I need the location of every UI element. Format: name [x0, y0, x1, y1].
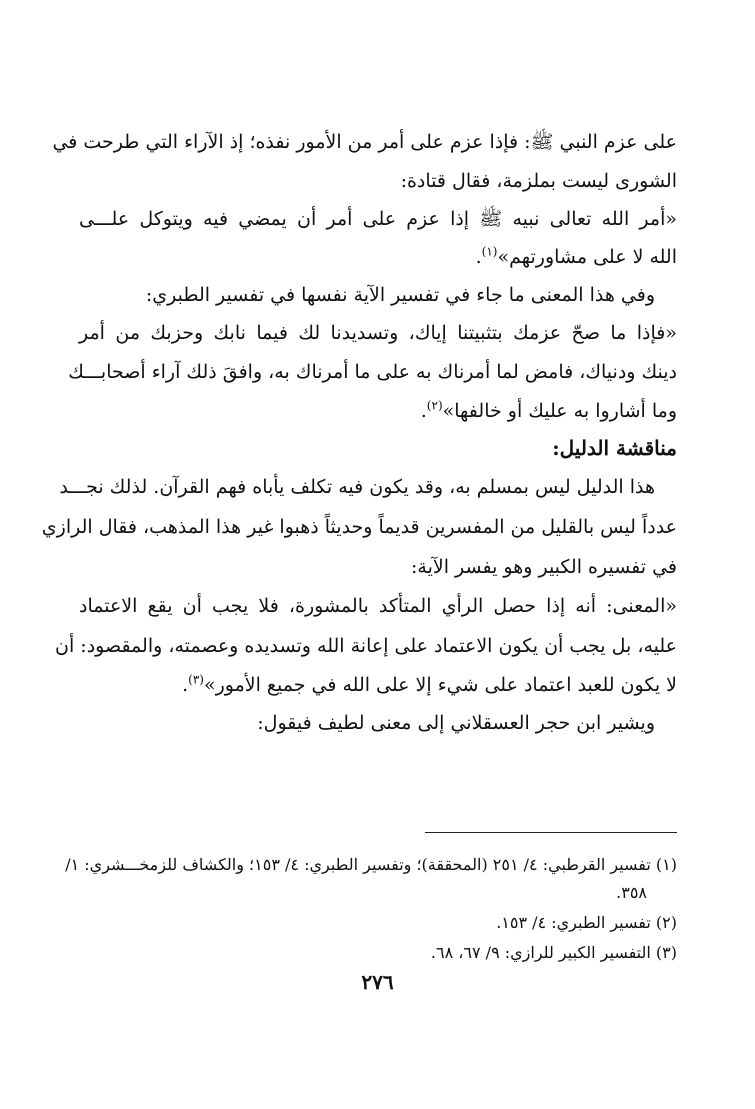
sentence-end-dot-3: . — [182, 674, 189, 696]
body-line-7-text: دينك ودنياك، فامض لما أمرناك به على ما أمرناك به، وافقَ ذلك آراء أصحابـــك — [68, 361, 677, 383]
footnote-1-continuation-text: ٣٥٨. — [616, 883, 647, 902]
body-line-12-text: «المعنى: أنه إذا حصل الرأي المتأكد بالمشورة، فلا يجب أن يقع الاعتماد — [79, 595, 677, 617]
footnote-separator — [425, 832, 677, 833]
body-line-2 — [79, 166, 677, 196]
body-line-6 — [79, 318, 677, 348]
sentence-end-dot-2: . — [420, 400, 427, 422]
body-line-14-text: لا يكون للعبد اعتماد على شيء إلا على الله في جميع الأمور» — [203, 674, 677, 696]
body-line-13-text: عليه، بل يجب أن يكون الاعتماد على إعانة الله وتسديده وعصمته، والمقصود: أن — [55, 635, 677, 657]
body-line-13 — [55, 631, 677, 661]
body-line-15 — [79, 708, 677, 738]
section-heading-text: مناقشة الدليل: — [552, 436, 677, 460]
body-line-9-text: هذا الدليل ليس بمسلم به، وقد يكون فيه تكلف يأباه فهم القرآن. لذلك نجـــد — [59, 476, 655, 498]
body-line-10-text: عدداً ليس بالقليل من المفسرين قديماً وحديثاً ذهبوا غير هذا المذهب، فقال الرازي — [41, 516, 677, 538]
body-line-5 — [79, 280, 677, 310]
body-line-9 — [59, 472, 677, 502]
body-line-5-text: وفي هذا المعنى ما جاء في تفسير الآية نفسها في تفسير الطبري: — [145, 284, 655, 306]
body-line-4-text: الله لا على مشاورتهم» — [497, 246, 677, 268]
footnote-2-text: (٢) تفسير الطبري: ٤/ ١٥٣. — [496, 913, 677, 932]
body-line-4 — [79, 242, 677, 272]
body-line-10 — [41, 512, 677, 542]
footnote-ref-3: (٣) — [188, 672, 204, 687]
body-line-7 — [68, 357, 677, 387]
footnote-1-text: (١) تفسير القرطبي: ٤/ ٢٥١ (المحققة)؛ وتفسير الطبري: ٤/ ١٥٣؛ والكشاف للزمخـــشري: ١/ — [65, 855, 677, 874]
footnote-2 — [79, 910, 677, 936]
sentence-end-dot-1: . — [475, 246, 482, 268]
body-line-14 — [79, 670, 677, 700]
body-line-11 — [79, 552, 677, 582]
body-line-3 — [79, 204, 677, 234]
body-line-1-text: على عزم النبي ﷺ: فإذا عزم على أمر من الأمور نفذه؛ إذ الآراء التي طرحت في — [52, 131, 677, 153]
body-line-12 — [79, 591, 677, 621]
body-line-11-text: في تفسيره الكبير وهو يفسر الآية: — [411, 556, 677, 578]
body-line-8-text: وما أشاروا به عليك أو خالفها» — [442, 400, 677, 422]
body-line-15-text: ويشير ابن حجر العسقلاني إلى معنى لطيف فيقول: — [257, 712, 655, 734]
body-line-1 — [52, 127, 677, 157]
page-number: ٢٧٦ — [361, 970, 394, 994]
footnote-ref-1: (١) — [481, 244, 498, 259]
footnote-3 — [79, 940, 677, 966]
footnote-3-text: (٣) التفسير الكبير للرازي: ٩/ ٦٧، ٦٨. — [430, 943, 677, 962]
body-line-3-text: «أمر الله تعالى نبيه ﷺ إذا عزم على أمر أن يمضي فيه ويتوكل علـــى — [79, 208, 677, 230]
body-line-6-text: «فإذا ما صحّ عزمك بتثبيتنا إياك، وتسديدنا لك فيما نابك وحزبك من أمر — [79, 322, 677, 344]
section-heading — [79, 433, 677, 463]
body-line-8 — [79, 396, 677, 426]
body-line-2-text: الشورى ليست بملزمة، فقال قتادة: — [400, 170, 677, 192]
footnote-1-continuation — [79, 880, 677, 906]
footnote-ref-2: (٢) — [426, 398, 443, 413]
footnote-1 — [65, 852, 677, 878]
